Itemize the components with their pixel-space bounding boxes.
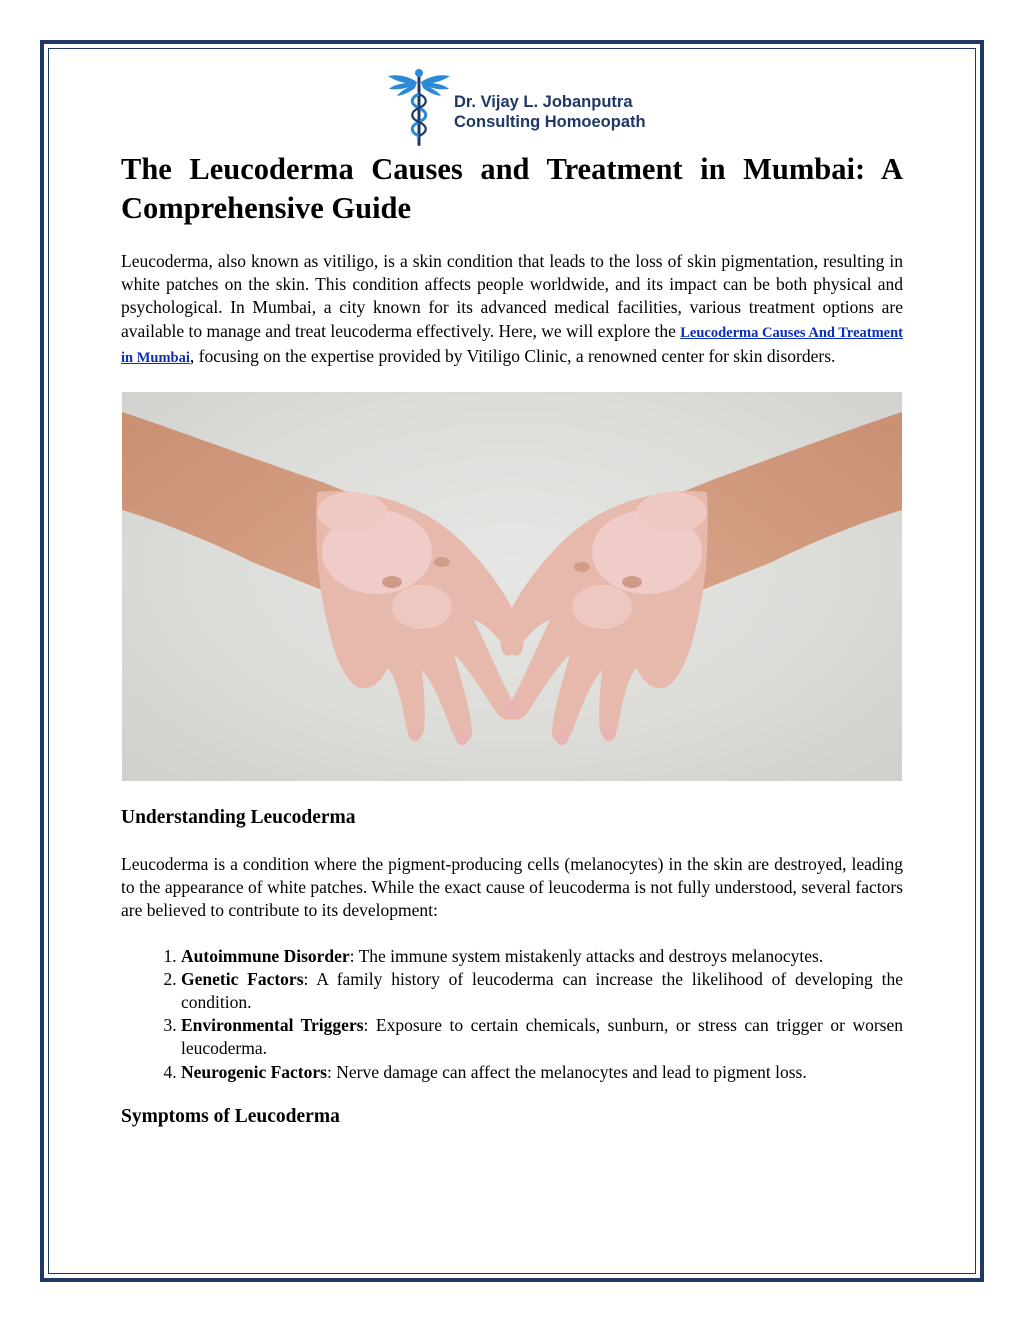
list-item — [181, 968, 903, 1014]
factor-term: Neurogenic Factors — [181, 1061, 327, 1082]
factors-list — [121, 945, 903, 1084]
logo-line-2: Consulting Homoeopath — [454, 113, 646, 131]
clinic-logo — [386, 68, 646, 150]
factor-desc: : A family history of leucoderma can increase the likelihood of developing the condition. — [181, 968, 903, 1013]
intro-text-before: Leucoderma, also known as vitiligo, is a skin condition that leads to the loss of skin pigmentation, resulting in white patches on the skin. This condition affects people worldwide, and its impact can be both physical and psychological. In Mumbai, a city known for its advanced medical facilities, various treatment options are available to manage and treat leucoderma effectively. Here, we will explore the — [121, 251, 903, 341]
factor-term: Genetic Factors — [181, 968, 304, 989]
list-item — [181, 1061, 903, 1084]
document-content — [121, 150, 903, 1129]
factor-term: Autoimmune Disorder — [181, 945, 350, 966]
heading-symptoms: Symptoms of Leucoderma — [121, 1105, 340, 1127]
factor-desc: : Exposure to certain chemicals, sunburn, or stress can trigger or worsen leucoderma. — [181, 1015, 904, 1059]
factor-desc: : The immune system mistakenly attacks and destroys melanocytes. — [349, 945, 824, 966]
logo-text — [454, 92, 646, 132]
factor-desc: : Nerve damage can affect the melanocytes and lead to pigment loss. — [326, 1061, 807, 1082]
list-item — [181, 1014, 903, 1060]
heading-understanding: Understanding Leucoderma — [121, 807, 356, 829]
vitiligo-hands-image — [122, 392, 902, 781]
caduceus-icon — [386, 68, 452, 150]
logo-line-1: Dr. Vijay L. Jobanputra — [454, 93, 633, 111]
page-title: The Leucoderma Causes and Treatment in Mumbai: A Comprehensive Guide — [121, 152, 903, 225]
understanding-paragraph: Leucoderma is a condition where the pigment-producing cells (melanocytes) in the skin are destroyed, leading to the appearance of white patches. While the exact cause of leucoderma is not fully understood, several factors are believed to contribute to its development: — [121, 854, 903, 921]
factor-term: Environmental Triggers — [181, 1015, 364, 1036]
list-item — [181, 945, 903, 968]
intro-paragraph — [121, 250, 903, 370]
intro-text-after: , focusing on the expertise provided by Vitiligo Clinic, a renowned center for skin disorders. — [189, 345, 836, 366]
treatment-link[interactable]: Leucoderma Causes And Treatment in Mumbai — [121, 324, 904, 366]
hands-illustration — [122, 392, 902, 781]
